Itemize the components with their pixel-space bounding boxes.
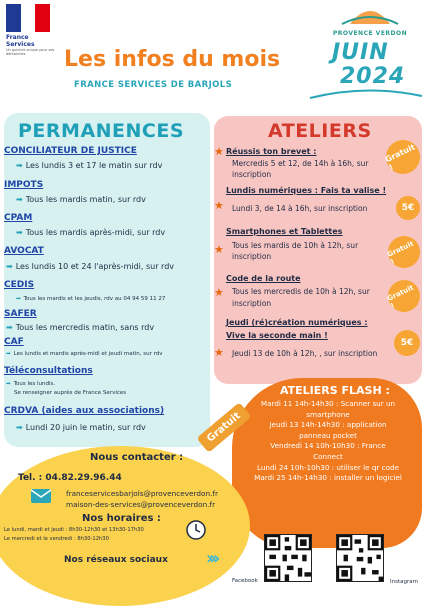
atelier-title-lundis: Lundis numériques : Fais ta valise ! bbox=[226, 186, 387, 195]
perm-title-conciliateur: CONCILIATEUR DE JUSTICE bbox=[4, 146, 137, 156]
france-services-logo bbox=[6, 4, 58, 56]
facebook-label: Facebook bbox=[232, 578, 258, 584]
swoosh-decoration bbox=[306, 86, 425, 104]
page-subtitle: FRANCE SERVICES DE BARJOLS bbox=[74, 80, 233, 90]
arrow-icon: ➡ bbox=[6, 351, 11, 357]
email-address-2[interactable]: maison-des-services@provenceverdon.fr bbox=[66, 500, 216, 509]
star-icon: ★ bbox=[214, 145, 224, 158]
atelier-title-brevet: Réussis ton brevet : bbox=[226, 147, 317, 156]
arrow-icon: ➡ bbox=[16, 296, 21, 302]
flash-list bbox=[240, 399, 416, 484]
french-flag-icon bbox=[6, 4, 50, 32]
arrow-icon: ➡ bbox=[6, 262, 13, 271]
gratuit-badge: Gratuit ! bbox=[383, 231, 425, 274]
facebook-qr-code[interactable] bbox=[264, 534, 312, 582]
arrow-icon: ➡ bbox=[6, 381, 11, 387]
ateliers-heading: ATELIERS bbox=[268, 120, 372, 142]
perm-title-impots: IMPOTS bbox=[4, 180, 44, 190]
price-badge: 5€ bbox=[394, 330, 420, 356]
atelier-detail-lundis: Lundi 3, de 14 à 16h, sur inscription bbox=[232, 204, 368, 213]
provence-verdon-sun-icon bbox=[340, 4, 400, 26]
perm-title-caf: CAF bbox=[4, 337, 24, 347]
gratuit-badge: Gratuit ! bbox=[383, 275, 425, 318]
flash-line: Mardi 25 14h-14h30 : installer un logiciel bbox=[254, 473, 402, 483]
star-icon: ★ bbox=[214, 286, 224, 299]
hours-heading: Nos horaires : bbox=[82, 513, 161, 524]
page-title: Les infos du mois bbox=[64, 47, 281, 72]
perm-title-safer: SAFER bbox=[4, 309, 37, 319]
atelier-detail-brevet-1: Mercredis 5 et 12, de 14h à 16h, sur bbox=[232, 159, 369, 168]
perm-detail-impots: ➡ Tous les mardis matin, sur rdv bbox=[16, 195, 146, 204]
atelier-detail-smartphones-2: inscription bbox=[232, 252, 272, 261]
flash-line: Connect bbox=[313, 451, 343, 461]
perm-title-crdva: CRDVA (aides aux associations) bbox=[4, 406, 165, 416]
envelope-icon bbox=[30, 488, 52, 504]
hours-line-1: Le lundi, mardi et jeudi : 8h30-12h30 et 13h30-17h30 bbox=[4, 527, 144, 533]
flash-line: smartphone bbox=[306, 409, 350, 419]
provence-verdon-logo bbox=[331, 4, 409, 37]
chevron-right-icon: ››› bbox=[206, 548, 217, 569]
permanences-heading: PERMANENCES bbox=[18, 120, 185, 142]
gratuit-badge: Gratuit ! bbox=[380, 134, 425, 179]
perm-detail-teleconsultations: ➡ Tous les lundis. bbox=[6, 381, 56, 387]
atelier-title-smartphones: Smartphones et Tablettes bbox=[226, 227, 343, 236]
star-icon: ★ bbox=[214, 199, 224, 212]
contact-emails bbox=[66, 488, 218, 510]
arrow-icon: ➡ bbox=[16, 423, 23, 432]
instagram-qr-code[interactable] bbox=[336, 534, 384, 582]
perm-detail-caf: ➡ Les lundis et mardis après-midi et jeudi matin, sur rdv bbox=[6, 351, 163, 357]
hours-line-2: Le mercredi et le vendredi : 8h30-12h30 bbox=[4, 536, 109, 542]
flash-line: Vendredi 14 10h-10h30 : France bbox=[270, 441, 386, 451]
arrow-icon: ➡ bbox=[6, 323, 13, 332]
flash-line: Jeudi 13 14h-14h30 : application bbox=[269, 420, 387, 430]
price-badge: 5€ bbox=[396, 196, 420, 220]
atelier-detail-smartphones-1: Tous les mardis de 10h à 12h, sur bbox=[232, 241, 359, 250]
perm-detail-avocat: ➡ Les lundis 10 et 24 l'après-midi, sur rdv bbox=[6, 262, 174, 271]
arrow-icon: ➡ bbox=[16, 195, 23, 204]
perm-title-cpam: CPAM bbox=[4, 213, 33, 223]
flash-line: Lundi 24 10h-10h30 : utiliser le qr code bbox=[256, 462, 399, 472]
clock-icon bbox=[186, 520, 206, 540]
arrow-icon: ➡ bbox=[16, 161, 23, 170]
flash-heading: ATELIERS FLASH : bbox=[280, 384, 390, 397]
star-icon: ★ bbox=[214, 346, 224, 359]
atelier-detail-brevet-2: inscription bbox=[232, 170, 272, 179]
contact-phone: Tel. : 04.82.29.96.44 bbox=[18, 473, 122, 483]
instagram-label: Instagram bbox=[390, 579, 418, 585]
provence-verdon-label: PROVENCE VERDON bbox=[332, 30, 408, 37]
perm-title-cedis: CEDIS bbox=[4, 280, 35, 290]
year-label: 2024 bbox=[340, 64, 406, 89]
social-heading: Nos réseaux sociaux bbox=[64, 555, 168, 565]
contact-heading: Nous contacter : bbox=[90, 452, 184, 463]
flash-line: panneau pocket bbox=[299, 430, 357, 440]
perm-detail-cpam: ➡ Tous les mardis après-midi, sur rdv bbox=[16, 228, 166, 237]
perm-detail-safer: ➡ Tous les mercredis matin, sans rdv bbox=[6, 323, 155, 332]
atelier-detail-code-1: Tous les mercredis de 10h à 12h, sur bbox=[232, 287, 370, 296]
perm-detail-crdva: ➡ Lundi 20 juin le matin, sur rdv bbox=[16, 423, 146, 432]
france-services-sub: Un guichet unique pour vos démarches bbox=[6, 48, 55, 56]
perm-title-teleconsultations: Téléconsultations bbox=[4, 366, 93, 376]
atelier-title-jeudi: Jeudi (ré)création numériques : bbox=[226, 318, 368, 327]
perm-title-avocat: AVOCAT bbox=[4, 246, 44, 256]
gratuit-tag: Gratuit bbox=[196, 402, 251, 453]
star-icon: ★ bbox=[214, 243, 224, 256]
atelier-title-code: Code de la route bbox=[226, 274, 301, 283]
atelier-detail-jeudi: Jeudi 13 de 10h à 12h, , sur inscription bbox=[232, 349, 378, 358]
flash-line: Mardi 11 14h-14h30 : Scanner sur un bbox=[260, 399, 396, 408]
arrow-icon: ➡ bbox=[16, 228, 23, 237]
hours-list bbox=[4, 526, 144, 544]
france-services-label: France Services bbox=[6, 34, 35, 48]
perm-detail-cedis: ➡ Tous les mardis et les jeudis, rdv au 04 94 59 11 27 bbox=[16, 296, 166, 302]
atelier-detail-code-2: inscription bbox=[232, 299, 272, 308]
atelier-title-jeudi-2: Vive la seconde main ! bbox=[226, 331, 328, 340]
email-address-1[interactable]: franceservicesbarjols@provenceverdon.fr bbox=[66, 489, 218, 498]
perm-detail-teleconsultations-2: Se renseigner auprès de France Services bbox=[14, 390, 127, 396]
perm-detail-conciliateur: ➡ Les lundis 3 et 17 le matin sur rdv bbox=[16, 161, 163, 170]
month-label: JUIN bbox=[332, 40, 389, 65]
